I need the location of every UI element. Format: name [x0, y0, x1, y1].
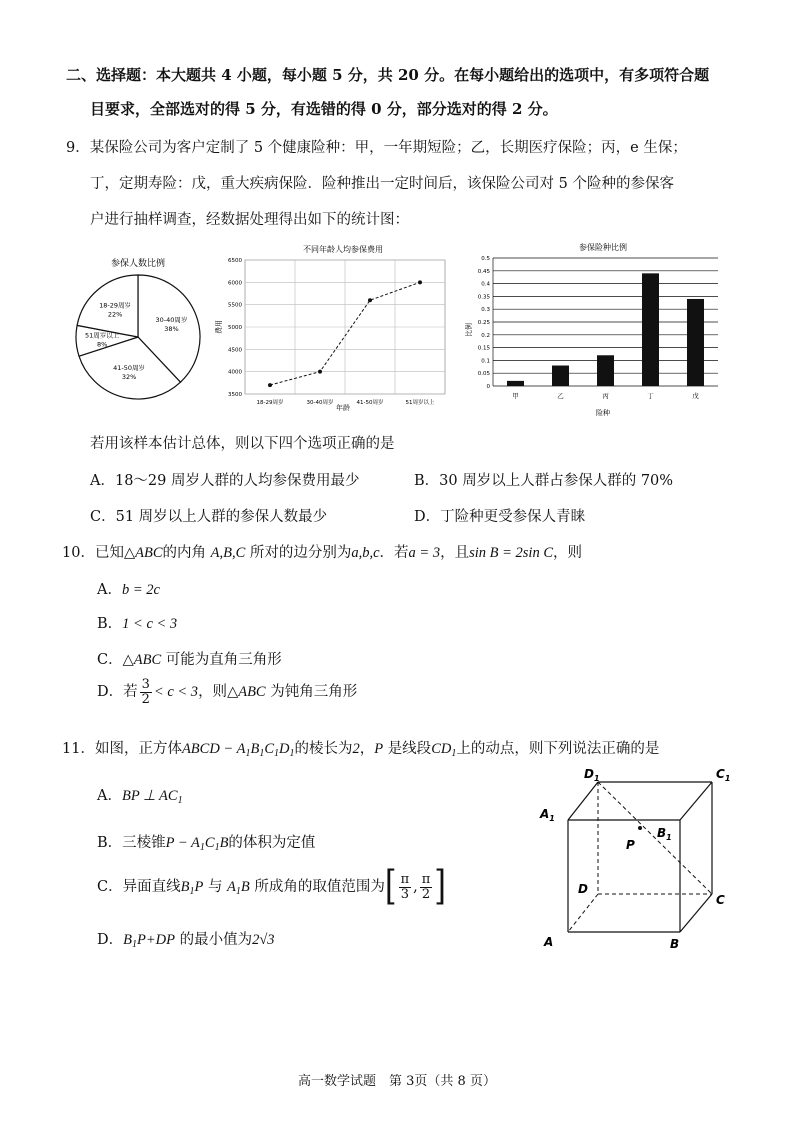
q10-text: 的内角: [162, 545, 206, 561]
bar-chart: [463, 238, 725, 418]
q10-option-a: [97, 578, 160, 599]
option-label: D．: [97, 932, 124, 948]
q11-stem: [62, 737, 659, 759]
q9-option-a: A．18～29 周岁人群的人均参保费用最少: [90, 473, 360, 489]
q10-cond2: sin B = 2sin C: [469, 545, 553, 561]
q10-cond1: a = 3: [408, 545, 441, 561]
bar-ytick: 0.05: [477, 371, 490, 378]
q10-b-expr: 1 < c < 3: [122, 616, 178, 632]
line-ytick: 6500: [228, 258, 242, 264]
q10-d-post: ，则: [198, 684, 228, 701]
pie-label: 18-29周岁: [99, 301, 132, 310]
label-b: B: [670, 937, 680, 951]
q10-angles: A,B,C: [210, 545, 246, 561]
bar: [642, 273, 659, 386]
option-label: C．: [97, 652, 123, 668]
bar-ytick: 0.5: [481, 256, 490, 262]
line-ytick: 3500: [228, 392, 242, 398]
label-p: P: [626, 838, 635, 852]
line-point: [268, 383, 272, 387]
q11-text: 上的动点，则下列说法正确的是: [456, 741, 660, 757]
option-label: B．: [97, 835, 123, 851]
q11-b-pre: 三棱锥: [122, 835, 166, 851]
cube-figure: [530, 760, 740, 960]
pie-chart: [58, 252, 208, 400]
pie-title: 参保人数比例: [110, 259, 166, 269]
q11-cube: ABCD − $A_1B_1C_1D_1$: [181, 741, 295, 759]
page-footer: 高一数学试题 第 3页（共 8 页）: [298, 1074, 496, 1089]
q10-text: ，且: [440, 545, 470, 561]
q11-a-expr: BP ⊥ $AC_1$: [121, 788, 183, 806]
q9-question: 若用该样本估计总体，则以下四个选项正确的是: [90, 436, 395, 452]
line-ylabel: 费用: [215, 320, 223, 334]
q10-number: 10．: [62, 545, 95, 561]
q11-text: 是线段: [387, 741, 432, 757]
q11-option-a: [97, 784, 183, 806]
pie-value-label: 22%: [107, 310, 123, 319]
bar-xtick: 丁: [647, 392, 654, 400]
bar-xlabel: 险种: [596, 409, 610, 417]
line-ytick: 5000: [228, 325, 242, 331]
bar-xtick: 乙: [557, 392, 564, 400]
section-heading-line2: 目要求，全部选对的得 5 分，有选错的得 0 分，部分选对的得 2 分。: [90, 100, 558, 118]
q9-option-b: B．30 周岁以上人群占参保人群的 70%: [414, 473, 674, 489]
line-xlabel: 年龄: [336, 404, 350, 412]
bar-ytick: 0.15: [477, 345, 490, 352]
pie-value-label: 38%: [164, 324, 179, 333]
q10-triangle: ABC: [135, 545, 163, 561]
bar-xtick: 甲: [512, 392, 519, 400]
pie-label: 51周岁以上: [84, 331, 120, 340]
q10-stem: [62, 541, 582, 562]
label-c: C: [716, 893, 725, 907]
triangle-symbol: △: [122, 652, 134, 668]
q11-text: 如图，正方体: [94, 741, 182, 757]
q11-c-e1: $B_1P$: [180, 879, 204, 897]
bar-ytick: 0.35: [477, 294, 490, 301]
line-chart: [213, 242, 453, 412]
bracket-right: ]: [434, 862, 447, 910]
line-ytick: 5500: [228, 302, 242, 309]
q10-text: ．若: [379, 545, 409, 561]
q10-sides: a,b,c: [351, 545, 380, 561]
option-label: C．: [97, 879, 123, 895]
fraction-numerator: π: [421, 871, 431, 887]
q11-number: 11．: [62, 741, 95, 757]
q10-triangle: ABC: [238, 684, 266, 701]
option-label: A．: [97, 582, 122, 598]
q9-option-c: C．51 周岁以上人群的参保人数最少: [90, 509, 328, 525]
bar-ylabel: 比例: [465, 323, 473, 337]
line-ytick: 6000: [228, 280, 242, 287]
bar: [507, 381, 524, 386]
q11-text: 的棱长为: [294, 741, 353, 757]
q11-d-expr: $B_1P+DP$: [123, 932, 175, 950]
q11-segment: $CD_1$: [431, 741, 457, 759]
fraction: [140, 678, 152, 706]
q10-d-end: 为钝角三角形: [270, 684, 358, 701]
label-d1: $D_1$: [584, 767, 600, 783]
q10-d-ineq: < c < 3: [153, 684, 199, 701]
line-point: [368, 298, 372, 302]
q11-d-mid: 的最小值为: [179, 932, 253, 948]
q11-c-pre: 异面直线: [122, 879, 181, 895]
bar-xtick: 丙: [602, 392, 609, 400]
label-b1: $B_1$: [657, 826, 672, 842]
q10-text: ，则: [553, 545, 582, 561]
line-xtick: 51周岁以上: [405, 400, 435, 406]
line-ytick: 4500: [228, 347, 242, 354]
line-xtick: 30-40周岁: [306, 400, 334, 406]
q11-option-c: C．异面直线$B_1P$ 与 $A_1B$ 所成角的取值范围为[ $\frac{\pi}{3}$ , $\frac{\pi}{2}$ ]: [97, 862, 447, 910]
bar-title: 参保险种比例: [579, 243, 627, 252]
triangle-symbol: △: [123, 545, 136, 561]
q9-stem-line2: 丁，定期寿险：戊，重大疾病保险．险种推出一定时间后，该保险公司对 5 个险种的参保客: [90, 176, 674, 192]
section-heading-line1: 二、选择题：本大题共 4 小题，每小题 5 分，共 20 分。在每小题给出的选项中，有多项符合题: [66, 66, 710, 84]
fraction-numerator: π: [400, 871, 410, 887]
q11-b-expr: $P - A_1C_1B$: [165, 835, 229, 853]
q9-stem-line1: 9．某保险公司为客户定制了 5 个健康险种：甲，一年期短险；乙，长期医疗保险；丙，e 生保；: [66, 140, 687, 156]
line-point: [418, 280, 422, 284]
line-ytick: 4000: [228, 369, 242, 376]
q11-c-e2: $A_1B$: [227, 879, 250, 897]
q10-option-d: [97, 678, 357, 706]
line-xtick: 18-29周岁: [256, 400, 284, 406]
triangle-symbol: △: [227, 684, 239, 701]
bar-ytick: 0.3: [481, 307, 490, 314]
label-a1: $A_1$: [540, 807, 555, 823]
q10-text: 所对的边分别为: [249, 545, 352, 561]
q10-option-b: [97, 612, 177, 633]
bar-ytick: 0: [486, 384, 490, 390]
option-label: D．: [97, 684, 124, 701]
option-label: B．: [97, 616, 123, 632]
fraction: [399, 873, 412, 901]
q10-c-text: 可能为直角三角形: [165, 652, 282, 668]
q9-option-d: D．丁险种更受参保人青睐: [414, 509, 586, 525]
fraction-denominator: 3: [400, 886, 409, 902]
q10-a-expr: b = 2c: [121, 582, 160, 598]
q11-c-post: 所成角的取值范围为: [254, 879, 385, 895]
point-p: [638, 826, 642, 830]
q11-edge: 2: [352, 741, 360, 757]
label-c1: $C_1$: [716, 767, 731, 783]
bar: [687, 299, 704, 386]
fraction-denominator: 2: [141, 691, 150, 707]
q11-point: P: [374, 741, 384, 757]
option-label: A．: [97, 788, 122, 804]
bar-ytick: 0.45: [477, 268, 490, 275]
q11-c-mid: 与: [207, 879, 223, 895]
line-xtick: 41-50周岁: [356, 400, 384, 406]
q10-option-c: [97, 648, 282, 669]
q10-d-pre: 若: [123, 684, 138, 701]
pie-label: 30-40周岁: [155, 315, 188, 324]
bar-ytick: 0.1: [481, 358, 490, 365]
fraction-numerator: 3: [141, 677, 150, 692]
bar-xtick: 戊: [692, 392, 699, 400]
fraction: [420, 873, 433, 901]
q11-option-d: [97, 928, 275, 950]
bar: [597, 355, 614, 386]
q10-text: 已知: [94, 545, 124, 561]
pie-label: 41-50周岁: [113, 363, 146, 372]
q11-d-value: 2√3: [252, 932, 275, 948]
bar-ytick: 0.2: [481, 332, 490, 339]
pie-value-label: 8%: [96, 340, 108, 349]
line-point: [318, 370, 322, 374]
q9-stem-line3: 户进行抽样调查，经数据处理得出如下的统计图：: [90, 212, 409, 228]
bar-ytick: 0.25: [477, 320, 490, 326]
label-a: A: [544, 935, 554, 949]
bar-ytick: 0.4: [481, 281, 490, 288]
q10-triangle: ABC: [133, 652, 162, 668]
fraction-denominator: 2: [421, 886, 431, 902]
q11-text: ，: [359, 741, 375, 757]
q11-option-b: [97, 831, 315, 853]
bracket-left: [: [384, 862, 397, 910]
pie-value-label: 32%: [121, 372, 137, 381]
bar: [552, 366, 569, 386]
q11-b-post: 的体积为定值: [228, 835, 316, 851]
line-title: 不同年龄人均参保费用: [303, 245, 383, 254]
label-d: D: [578, 882, 588, 896]
